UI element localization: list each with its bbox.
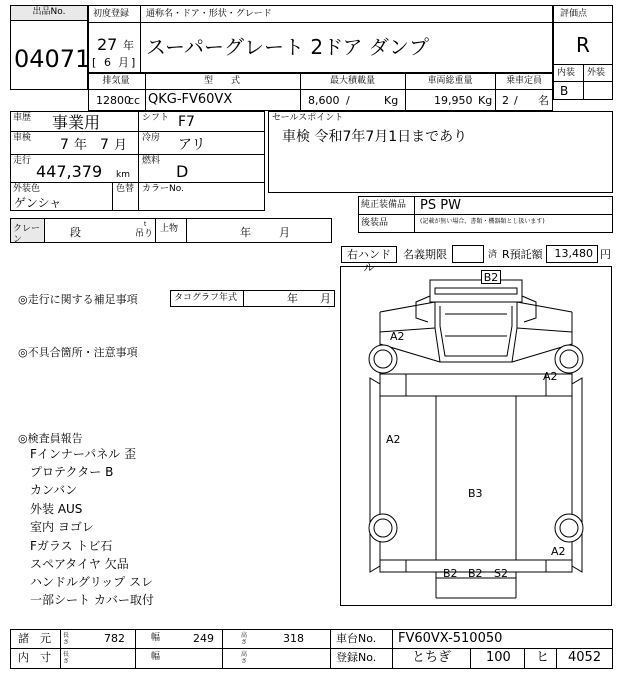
capacity-label: 乗車定員 [505, 76, 542, 86]
plate-class: 100 [486, 650, 511, 665]
plate-v3 [556, 648, 557, 669]
score-divider-3 [553, 81, 613, 82]
plate-number: 4052 [568, 650, 602, 665]
name-label: 通称名・ドア・形状・グレード [146, 9, 272, 19]
ac-value: アリ [178, 137, 206, 153]
gross-weight-unit: Kg [478, 94, 493, 107]
aftermarket-label: 後装品 [361, 218, 389, 228]
first-reg-divider [140, 5, 141, 73]
history-label: 車歴 [13, 113, 32, 123]
report-label: ◎検査員報告 [18, 432, 83, 445]
score-divider [553, 22, 613, 23]
lot-number: 04071 [14, 45, 91, 73]
title-divider [88, 22, 553, 23]
details-h1 [10, 131, 265, 132]
footer-v2 [135, 629, 136, 669]
color-v [112, 182, 113, 211]
aftermarket-note: (記載が無い場合、書類・機器類とし扱います) [420, 218, 545, 225]
capacity-slash: / [514, 94, 518, 107]
height-label-inner: 高さ [241, 651, 248, 665]
report-item: カンバン [30, 483, 78, 497]
damage-diagram [340, 266, 612, 606]
crane-v1 [44, 218, 45, 243]
crane-v2 [155, 218, 156, 243]
inspection-label: 車検 [13, 133, 32, 143]
outer-dim-label: 諸 元 [18, 632, 51, 645]
car-name: スーパーグレート 2ドア ダンプ [146, 35, 430, 59]
inspection-month-unit: 月 [114, 138, 128, 153]
genuine-value: PS PW [420, 198, 461, 213]
inner-dim-label: 内 寸 [18, 651, 51, 664]
plate-region: とちぎ [412, 650, 452, 665]
score-value: R [576, 33, 590, 57]
interior-label: 内装 [557, 68, 576, 78]
mark-rear-2: B2 [468, 567, 483, 580]
mark-rear-right: A2 [551, 545, 566, 558]
displacement-unit: cc [128, 94, 141, 107]
fuel-value: D [176, 162, 189, 181]
upper-year-unit: 年 [240, 226, 251, 239]
inspection-year: 7 [60, 137, 69, 153]
first-reg-label: 初度登録 [93, 9, 130, 19]
recycle-deposit-label: R預託額 [502, 248, 543, 261]
plate-v2 [524, 648, 525, 669]
footer-v5 [392, 629, 393, 669]
title-deadline-label: 名義期限 [403, 248, 447, 261]
plate-label: 登録No. [336, 651, 377, 664]
title-deadline-box [452, 245, 484, 263]
footer-box [10, 629, 613, 669]
reg-year-unit: 年 [123, 39, 134, 52]
mileage-unit: km [116, 170, 130, 180]
equipment-divider [358, 214, 613, 215]
lot-divider [10, 20, 88, 21]
interior-score: B [560, 84, 569, 98]
mark-rear-1: B2 [443, 567, 458, 580]
defects-label: ◎不具合箇所・注意事項 [18, 346, 138, 359]
details-h2 [10, 154, 265, 155]
model-value: QKG-FV60VX [148, 92, 233, 107]
mileage-value: 447,379 [36, 162, 103, 181]
tacho-year-unit: 年 [287, 292, 298, 305]
inspection-year-unit: 年 [74, 138, 88, 153]
exterior-color-label: 外装色 [13, 184, 41, 194]
shift-label: シフト [142, 113, 170, 123]
exterior-color-value: ゲンシャ [14, 196, 62, 210]
length-label-inner: 長さ [63, 651, 70, 665]
details-v1 [138, 111, 139, 211]
ac-label: 冷房 [142, 133, 161, 143]
mileage-label: 走行 [13, 156, 32, 166]
capacity-unit: 名 [538, 94, 549, 107]
gross-weight-value: 19,950 [434, 94, 473, 107]
crane-lift-unit: 吊り [135, 229, 154, 239]
width-label-inner: 幅 [151, 652, 161, 662]
crane-label: クレーン [11, 219, 44, 242]
report-item: 外装 AUS [30, 502, 83, 516]
supplement-label: ◎走行に関する補足事項 [18, 293, 138, 306]
steering-box: 右ハンドル [341, 246, 397, 263]
reg-month: 6 [104, 56, 111, 69]
report-item: 室内 ヨゴレ [30, 520, 94, 534]
reg-month-open: [ [92, 56, 97, 69]
tacho-month-unit: 月 [320, 292, 331, 305]
mark-bed: B3 [468, 487, 483, 500]
crane-v3 [186, 218, 187, 243]
max-load-unit: Kg [384, 94, 399, 107]
recycle-unit: 円 [600, 248, 611, 261]
color-code-label: カラーNo. [142, 184, 184, 194]
report-item: スペアタイヤ 欠品 [30, 557, 129, 571]
model-label: 型 式 [203, 76, 240, 86]
outer-width: 249 [193, 632, 214, 645]
upper-month-unit: 月 [279, 226, 290, 239]
tacho-label: タコグラフ年式 [174, 293, 238, 303]
reg-year: 27 [97, 35, 118, 54]
report-item: 一部シート カバー取付 [30, 593, 154, 607]
height-label: 高さ [241, 632, 248, 646]
length-label: 長さ [63, 632, 70, 646]
upper-label: 上物 [160, 224, 179, 234]
specs-divider [88, 89, 553, 90]
history-value: 事業用 [52, 113, 101, 132]
details-h3 [10, 182, 265, 183]
max-load-value: 8,600 [308, 94, 340, 107]
outer-height: 318 [283, 632, 304, 645]
footer-v3 [222, 629, 223, 669]
score-vdivider [583, 64, 584, 100]
displacement-label: 排気量 [102, 76, 130, 86]
inspection-month: 7 [100, 137, 109, 153]
footer-h [10, 648, 613, 649]
footer-v4 [330, 629, 331, 669]
displacement-value: 12800 [96, 94, 131, 107]
lot-number-label: 出品No. [11, 6, 87, 20]
fuel-label: 燃料 [142, 156, 161, 166]
report-item: Fインナーパネル 歪 [30, 447, 137, 461]
report-item: Fガラス トビ石 [30, 539, 113, 553]
reg-month-close: ] [131, 56, 136, 69]
mark-front-right: A2 [543, 370, 558, 383]
color-change-label: 色替 [116, 184, 135, 194]
frame-no: FV60VX-510050 [398, 631, 503, 646]
exterior-label: 外装 [587, 68, 606, 78]
mark-left-side: A2 [386, 433, 401, 446]
max-load-label: 最大積載量 [329, 76, 375, 86]
score-label: 評価点 [560, 9, 588, 19]
gross-weight-label: 車両総重量 [427, 76, 473, 86]
reg-month-unit: 月 [118, 56, 129, 69]
report-item: ハンドルグリップ スレ [30, 575, 154, 589]
frame-no-label: 車台No. [336, 632, 377, 645]
mark-rear-3: S2 [494, 567, 508, 580]
footer-v1 [60, 629, 61, 669]
genuine-label: 純正装備品 [361, 200, 407, 210]
capacity-value: 2 [502, 94, 509, 107]
mark-top-center: B2 [481, 270, 501, 284]
report-item: プロテクター B [30, 465, 114, 479]
shift-value: F7 [178, 114, 195, 130]
equipment-v [414, 196, 415, 233]
plate-v1 [470, 648, 471, 669]
truck-outline [340, 266, 612, 606]
width-label: 幅 [151, 633, 161, 643]
outer-length: 782 [104, 632, 125, 645]
max-load-slash: / [346, 94, 350, 107]
crane-stage-unit: 段 [70, 226, 81, 239]
crane-ton-unit: t [144, 221, 147, 228]
plate-kana: ヒ [536, 650, 550, 665]
sales-label: セールスポイント [272, 113, 344, 123]
mark-front-left: A2 [390, 330, 405, 343]
recycle-label: 済 [488, 250, 498, 260]
sales-text: 車検 令和7年7月1日まであり [282, 129, 468, 145]
tacho-v [243, 290, 244, 307]
recycle-deposit-value: 13,480 [546, 245, 598, 263]
